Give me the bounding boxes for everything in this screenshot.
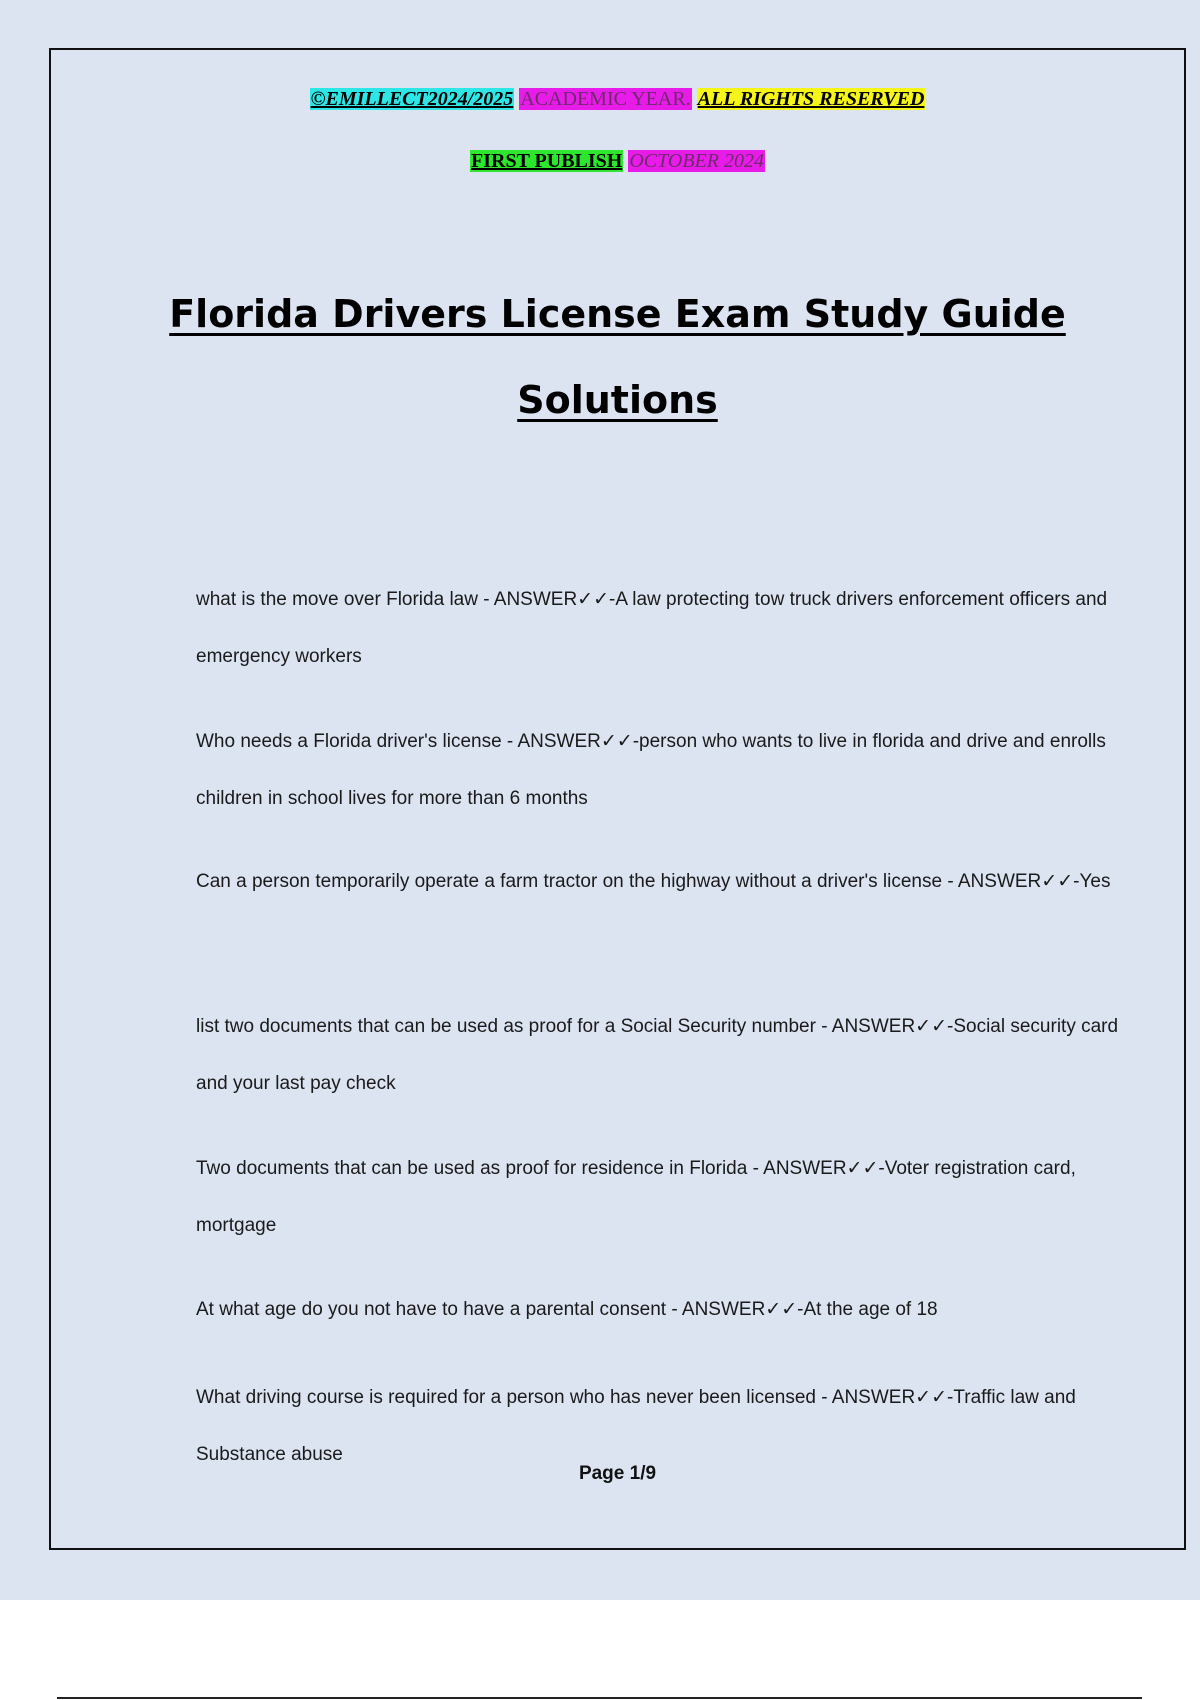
page-number: Page 1/9 [578, 1463, 657, 1484]
qa-item: At what age do you not have to have a parental consent - ANSWER✓✓-At the age of 18 [196, 1299, 938, 1320]
header-copyright-line [51, 86, 1184, 112]
qa-item: Two documents that can be used as proof for residence in Florida - ANSWER✓✓-Voter registration card, mortgage [196, 1158, 1076, 1236]
page-frame [49, 48, 1186, 1550]
rights-label: ALL RIGHTS RESERVED [697, 88, 925, 110]
qa-item: What driving course is required for a person who has never been licensed - ANSWER✓✓-Traffic law and Substance abuse [196, 1387, 1076, 1465]
header-publish-line [51, 148, 1184, 174]
document-title-line2: Solutions [517, 378, 718, 422]
next-page-rule [57, 1697, 1142, 1699]
qa-item: Can a person temporarily operate a farm tractor on the highway without a driver's license - ANSWER✓✓-Yes [196, 871, 1111, 892]
qa-item: list two documents that can be used as proof for a Social Security number - ANSWER✓✓-Social security card and your last pay check [196, 1016, 1119, 1094]
academic-year-label: ACADEMIC YEAR. [520, 88, 691, 110]
publish-date-label: OCTOBER 2024 [629, 150, 764, 172]
qa-item: what is the move over Florida law - ANSWER✓✓-A law protecting tow truck drivers enforcement officers and emergency workers [196, 589, 1108, 667]
first-publish-label: FIRST PUBLISH [471, 150, 623, 172]
qa-item: Who needs a Florida driver's license - ANSWER✓✓-person who wants to live in florida and drive and enrolls children in school lives for more than 6 months [196, 731, 1106, 809]
document-title-line1: Florida Drivers License Exam Study Guide [169, 292, 1066, 336]
copyright-label: ©EMILLECT2024/2025 [310, 88, 514, 110]
